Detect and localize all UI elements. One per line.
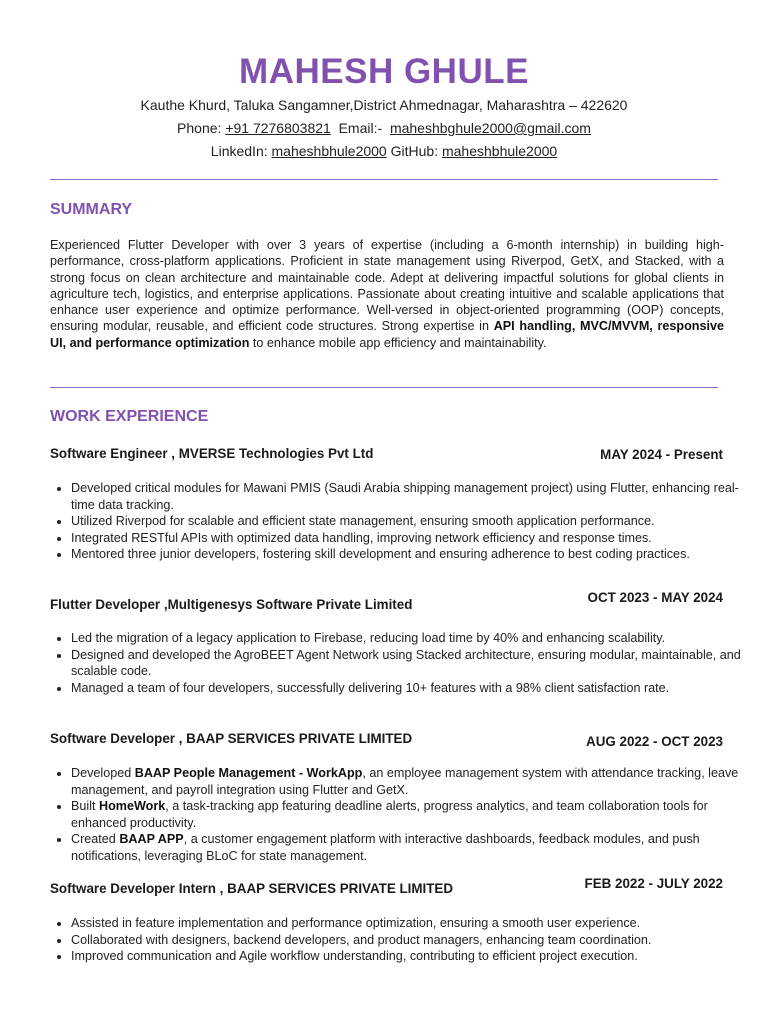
job-title: Software Engineer , MVERSE Technologies Pvt Ltd — [50, 446, 374, 461]
list-item: • Improved communication and Agile workflow understanding, contributing to efficient project execution. — [71, 948, 746, 965]
job-bullets — [50, 765, 746, 865]
github-link[interactable]: maheshbhule2000 — [441, 143, 558, 159]
divider — [50, 387, 718, 388]
linkedin-label: LinkedIn: — [210, 143, 268, 159]
phone-link[interactable]: +91 7276803821 — [225, 120, 331, 136]
list-item: • Mentored three junior developers, fostering skill development and ensuring adherence to best coding practices. — [71, 546, 746, 563]
job-bullets — [50, 915, 746, 965]
job-title: Software Developer , BAAP SERVICES PRIVATE LIMITED — [50, 731, 413, 746]
list-item: • Created BAAP APP, a customer engagement platform with interactive dashboards, feedback modules, and push notifications, leveraging BLoC for state management. — [71, 831, 746, 864]
job-bullets — [50, 480, 746, 563]
job-title: Flutter Developer ,Multigenesys Software Private Limited — [50, 597, 413, 612]
github-label: GitHub: — [390, 143, 439, 159]
list-item: • Led the migration of a legacy application to Firebase, reducing load time by 40% and enhancing scalability. — [71, 630, 746, 647]
linkedin-link[interactable]: maheshbhule2000 — [271, 143, 387, 159]
summary-heading: SUMMARY — [50, 201, 133, 218]
job-bullets — [50, 630, 746, 696]
list-item: • Integrated RESTful APIs with optimized data handling, improving network efficiency and response times. — [71, 530, 746, 547]
email-link[interactable]: maheshbghule2000@gmail.com — [389, 120, 591, 136]
phone-email-line — [0, 120, 768, 136]
summary-text-bold: API handling, MVC/MVVM, responsive UI, and performance optimization — [50, 319, 725, 350]
candidate-name: MAHESH GHULE — [239, 52, 529, 91]
list-item: • Built HomeWork, a task-tracking app featuring deadline alerts, progress analytics, and team collaboration tools for enhanced productivity. — [71, 798, 746, 831]
social-links-line — [0, 143, 768, 159]
summary-text-part1: Experienced Flutter Developer with over 3 years of expertise (including a 6-month internship) in building high-performance, cross-platform applications. Proficient in state management using Riverpod, GetX, and Stacked, with a strong focus on clean architecture and maintainable code. Adept at delivering impactful solutions for global clients in agriculture tech, logistics, and enterprise applications. Passionate about creating intuitive and scalable applications that enhance user experience and optimize performance. Well-versed in object-oriented programming (OOP) concepts, ensuring modular, reusable, and efficient code structures. Strong expertise in — [50, 238, 724, 334]
list-item: • Assisted in feature implementation and performance optimization, ensuring a smooth user experience. — [71, 915, 746, 932]
address-line: Kauthe Khurd, Taluka Sangamner,District Ahmednagar, Maharashtra – 422620 — [140, 97, 628, 113]
job-dates: OCT 2023 - MAY 2024 — [587, 590, 723, 605]
email-label: Email:- — [338, 120, 383, 136]
work-experience-heading: WORK EXPERIENCE — [50, 408, 209, 425]
list-item: • Collaborated with designers, backend developers, and product managers, enhancing team coordination. — [71, 932, 746, 949]
summary-text — [50, 237, 724, 351]
job-dates: FEB 2022 - JULY 2022 — [584, 876, 723, 891]
list-item: • Managed a team of four developers, successfully delivering 10+ features with a 98% client satisfaction rate. — [71, 680, 746, 697]
job-dates: AUG 2022 - OCT 2023 — [586, 734, 723, 749]
summary-text-part2: to enhance mobile app efficiency and maintainability. — [249, 335, 547, 350]
job-title: Software Developer Intern , BAAP SERVICES PRIVATE LIMITED — [50, 881, 454, 896]
list-item: • Developed BAAP People Management - WorkApp, an employee management system with attendance tracking, leave management, and payroll integration using Flutter and GetX. — [71, 765, 746, 798]
list-item: • Designed and developed the AgroBEET Agent Network using Stacked architecture, ensuring modular, maintainable, and scalable code. — [71, 647, 746, 680]
phone-label: Phone: — [177, 120, 222, 136]
list-item: • Developed critical modules for Mawani PMIS (Saudi Arabia shipping management project) using Flutter, enhancing real-time data tracking. — [71, 480, 746, 513]
list-item: • Utilized Riverpod for scalable and efficient state management, ensuring smooth application performance. — [71, 513, 746, 530]
job-dates: MAY 2024 - Present — [600, 447, 723, 462]
divider — [50, 179, 718, 180]
